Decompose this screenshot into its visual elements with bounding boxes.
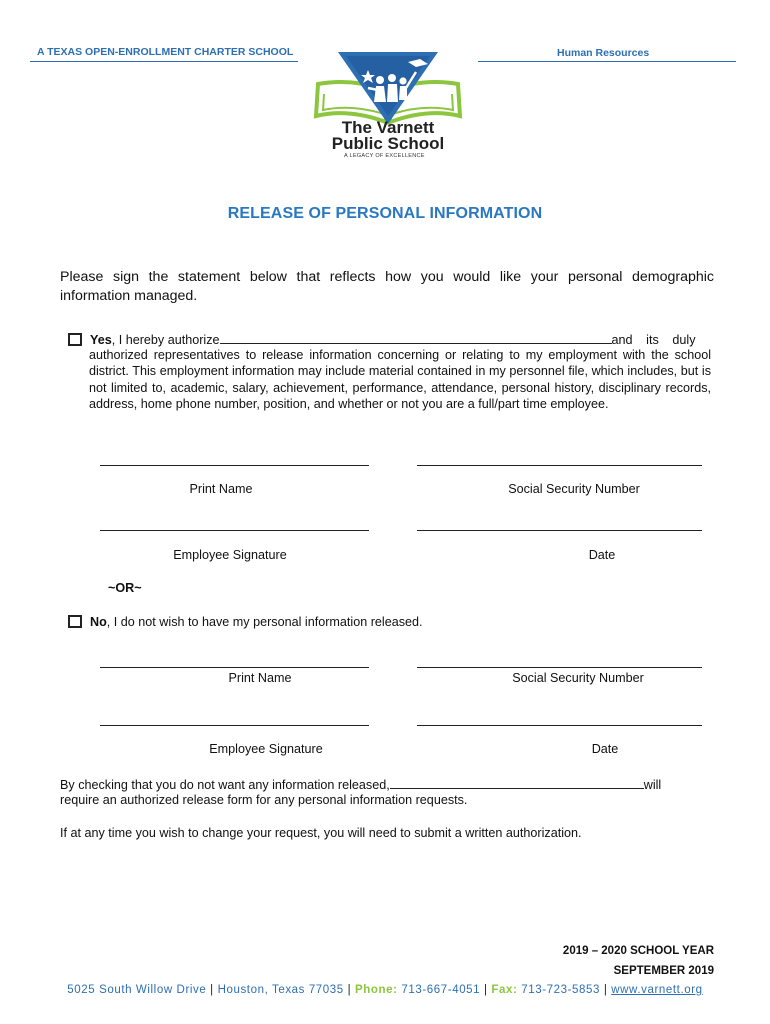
print-name-caption-2: Print Name: [228, 671, 292, 685]
checking-before-blank: By checking that you do not want any information released,: [60, 778, 390, 792]
no-option-text: [90, 614, 423, 630]
header-right-text: Human Resources: [557, 47, 650, 59]
header-right-rule: [478, 61, 736, 62]
ssn-line-1[interactable]: [417, 465, 702, 466]
footer-fax: 713-723-5853: [521, 984, 601, 996]
date-line-2[interactable]: [417, 725, 702, 726]
yes-first-line: [90, 331, 712, 348]
school-logo: [308, 50, 468, 160]
employee-signature-line-2[interactable]: [100, 725, 369, 726]
footer-month: SEPTEMBER 2019: [613, 965, 714, 977]
print-name-line-2[interactable]: [100, 667, 369, 668]
ssn-line-2[interactable]: [417, 667, 702, 668]
footer-city: Houston, Texas 77035: [217, 984, 344, 996]
yes-label: Yes: [90, 333, 112, 347]
date-line-1[interactable]: [417, 530, 702, 531]
header-left-text: A TEXAS OPEN-ENROLLMENT CHARTER SCHOOL: [37, 46, 294, 58]
footer-school-year: 2019 – 2020 SCHOOL YEAR: [562, 945, 714, 957]
footer-phone-label: Phone:: [354, 984, 398, 996]
checking-statement-line1: [60, 776, 661, 793]
no-statement: , I do not wish to have my personal information released.: [106, 615, 423, 629]
ssn-caption-2: Social Security Number: [512, 671, 644, 685]
employee-signature-line-1[interactable]: [100, 530, 369, 531]
ssn-caption-1: Social Security Number: [508, 482, 640, 496]
or-separator: ~OR~: [108, 581, 142, 595]
authorized-party-blank[interactable]: [220, 331, 612, 344]
no-checkbox[interactable]: [68, 615, 82, 628]
yes-duly-text: and its duly: [611, 333, 696, 347]
employee-signature-caption-2: Employee Signature: [209, 742, 323, 756]
print-name-line-1[interactable]: [100, 465, 369, 466]
yes-checkbox[interactable]: [68, 333, 82, 346]
yes-body-text: authorized representatives to release information concerning or relating to my employment with the school district. This employment information may include material contained in my personnel file, which includes, but is not limited to, academic, salary, achievement, performance, attendance, personal history, disciplinary records, address, home phone number, position, and whether or not you are a full/part time employee.: [89, 348, 711, 411]
print-name-caption-1: Print Name: [189, 482, 253, 496]
checking-party-blank[interactable]: [390, 776, 644, 789]
employee-signature-caption-1: Employee Signature: [173, 548, 287, 562]
yes-authorize-text: , I hereby authorize: [111, 333, 220, 347]
footer-address: 5025 South Willow Drive: [67, 984, 207, 996]
footer-website-link[interactable]: www.varnett.org: [611, 984, 703, 996]
footer-fax-label: Fax:: [491, 984, 518, 996]
intro-paragraph: Please sign the statement below that reflects how you would like your personal demographic information managed.: [60, 269, 714, 304]
header-left-rule: [30, 61, 298, 62]
no-label: No: [90, 615, 107, 629]
page-title: RELEASE OF PERSONAL INFORMATION: [227, 205, 543, 222]
footer-phone[interactable]: 713-667-4051: [401, 984, 481, 996]
logo-tagline: A LEGACY OF EXCELLENCE: [344, 153, 425, 159]
logo-name-line2: Public School: [331, 134, 445, 153]
checking-statement-line2: require an authorized release form for any personal information requests.: [60, 793, 468, 807]
date-caption-1: Date: [588, 548, 616, 562]
logo-name-line1: The Varnett: [341, 118, 435, 137]
checking-after-blank: will: [643, 778, 662, 792]
footer-contact-line: 5025 South Willow Drive | Houston, Texas 77035 | Phone: 713-667-4051 | Fax: 713-723-5853 | www.varnett.org: [67, 984, 703, 996]
change-request-statement: If at any time you wish to change your request, you will need to submit a written authorization.: [60, 826, 582, 840]
date-caption-2: Date: [591, 742, 619, 756]
